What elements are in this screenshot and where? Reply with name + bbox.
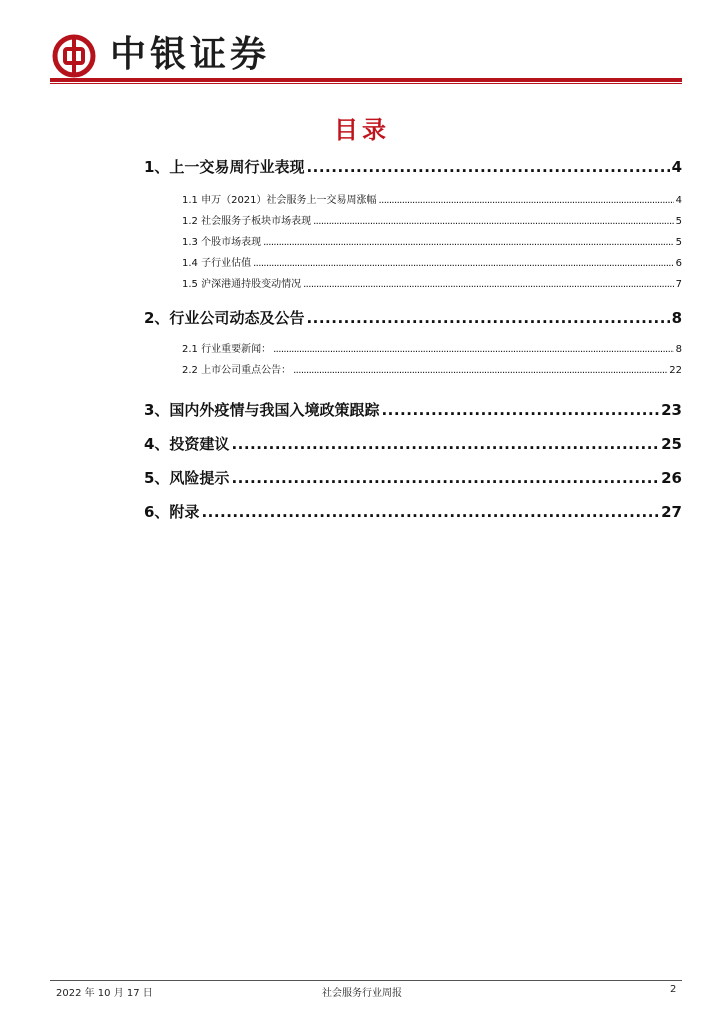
- toc-entry-label: 1.3 个股市场表现: [182, 237, 262, 248]
- dot-leader: [303, 274, 674, 295]
- footer-date: 2022 年 10 月 17 日: [56, 988, 153, 999]
- toc-entry-page: 23: [661, 401, 682, 419]
- toc-entry-1-2[interactable]: [144, 211, 682, 232]
- toc-entry-4[interactable]: [144, 427, 682, 461]
- toc-entry-label: 1.1 申万（2021）社会服务上一交易周涨幅: [182, 195, 377, 206]
- dot-leader: [379, 190, 674, 211]
- toc-entry-1[interactable]: [144, 150, 682, 184]
- footer-report-title: 社会服务行业周报: [322, 988, 402, 999]
- toc-entry-label: 6、附录: [144, 503, 200, 521]
- toc-entry-label: 3、国内外疫情与我国入境政策跟踪: [144, 401, 380, 419]
- toc-entry-1-4[interactable]: [144, 253, 682, 274]
- dot-leader: [263, 232, 674, 253]
- toc-entry-label: 1.2 社会服务子板块市场表现: [182, 216, 312, 227]
- footer-rule: [50, 980, 682, 981]
- toc-entry-page: 4: [675, 195, 682, 206]
- page-header: [40, 24, 690, 78]
- dot-leader: [293, 360, 667, 381]
- toc-entry-3[interactable]: [144, 393, 682, 427]
- toc-entry-label: 5、风险提示: [144, 469, 230, 487]
- toc-entry-page: 4: [671, 158, 682, 176]
- toc-entry-page: 27: [661, 503, 682, 521]
- dot-leader: [306, 301, 669, 335]
- dot-leader: [381, 393, 659, 427]
- toc-entry-label: 2、行业公司动态及公告: [144, 309, 305, 327]
- toc-entry-page: 25: [661, 435, 682, 453]
- toc-entry-6[interactable]: [144, 495, 682, 529]
- toc-entry-page: 8: [671, 309, 682, 327]
- toc-entry-1-1[interactable]: [144, 190, 682, 211]
- dot-leader: [253, 253, 674, 274]
- toc-entry-page: 26: [661, 469, 682, 487]
- dot-leader: [201, 495, 659, 529]
- toc-entry-label: 2.2 上市公司重点公告：: [182, 365, 292, 376]
- toc-entry-5[interactable]: [144, 461, 682, 495]
- toc-entry-2-2[interactable]: [144, 360, 682, 381]
- dot-leader: [313, 211, 674, 232]
- toc-entry-label: 1.4 子行业估值: [182, 258, 252, 269]
- toc-entry-label: 1.5 沪深港通持股变动情况: [182, 279, 302, 290]
- toc-entry-2-1[interactable]: [144, 339, 682, 360]
- header-rule-thin: [50, 83, 682, 84]
- toc-entry-label: 1、上一交易周行业表现: [144, 158, 305, 176]
- table-of-contents: [144, 150, 682, 529]
- dot-leader: [306, 150, 669, 184]
- toc-entry-page: 6: [675, 258, 682, 269]
- footer-page-number: 2: [670, 984, 677, 995]
- toc-entry-1-3[interactable]: [144, 232, 682, 253]
- toc-entry-page: 8: [675, 344, 682, 355]
- header-rule: [50, 78, 682, 82]
- toc-entry-label: 4、投资建议: [144, 435, 230, 453]
- dot-leader: [231, 427, 659, 461]
- toc-title: 目录: [334, 115, 390, 144]
- toc-entry-page: 5: [675, 237, 682, 248]
- toc-entry-2[interactable]: [144, 301, 682, 335]
- brand-name: 中银证券: [110, 33, 271, 75]
- dot-leader: [231, 461, 659, 495]
- toc-entry-page: 22: [669, 365, 682, 376]
- toc-entry-1-5[interactable]: [144, 274, 682, 295]
- bank-of-china-logo-icon: [52, 34, 96, 78]
- toc-entry-page: 7: [675, 279, 682, 290]
- toc-entry-page: 5: [675, 216, 682, 227]
- toc-entry-label: 2.1 行业重要新闻：: [182, 344, 272, 355]
- dot-leader: [273, 339, 674, 360]
